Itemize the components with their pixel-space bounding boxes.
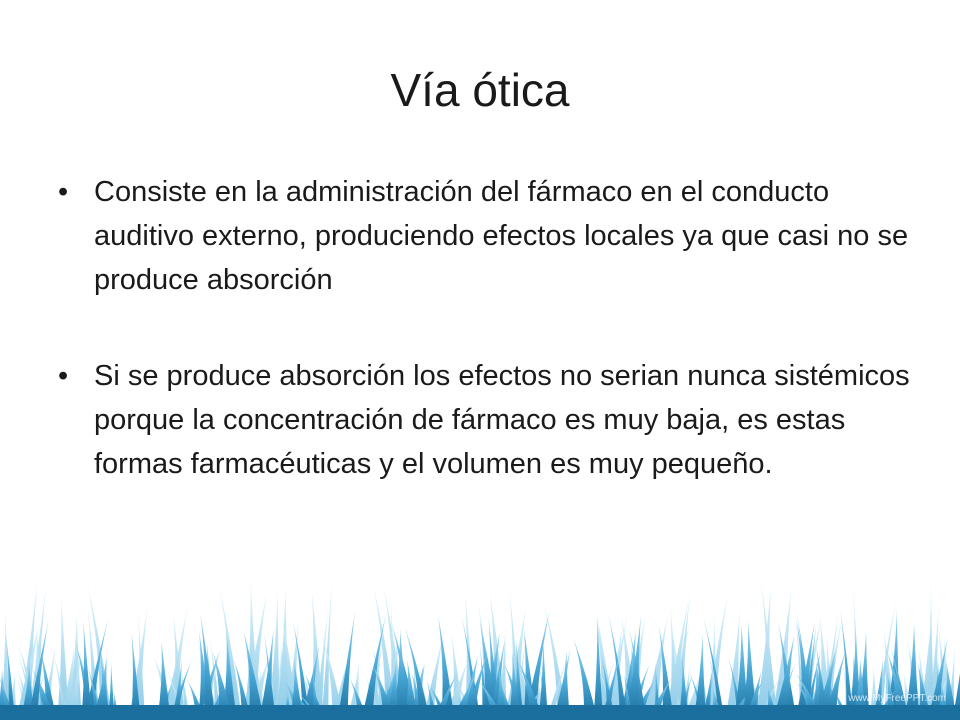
slide-title: Vía ótica xyxy=(390,64,570,116)
grass-decoration xyxy=(0,570,960,720)
bullet-text: Si se produce absorción los efectos no serian nunca sistémicos porque la concentración de fármaco es muy baja, es estas formas farmacéuticas y el volumen es muy pequeño. xyxy=(94,360,910,480)
watermark-text: www.MyFreePPT.com xyxy=(848,693,946,704)
bullet-marker: • xyxy=(58,360,69,392)
bullet-list xyxy=(58,170,918,538)
bullet-item-1 xyxy=(58,170,918,302)
bullet-text: Consiste en la administración del fármaco en el conducto auditivo externo, produciendo efectos locales ya que casi no se produce absorción xyxy=(94,176,909,296)
bullet-item-2 xyxy=(58,354,918,486)
bullet-marker: • xyxy=(58,176,69,208)
